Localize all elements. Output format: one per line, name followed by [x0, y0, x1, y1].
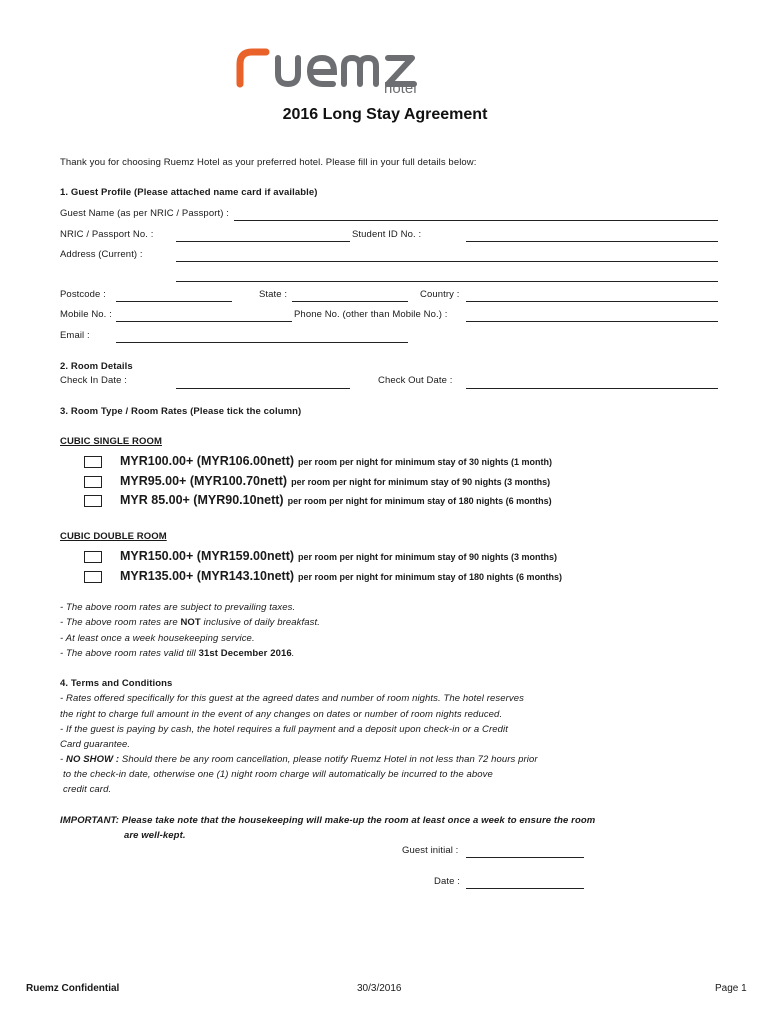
guest-profile-heading: 1. Guest Profile (Please attached name card if available) — [60, 187, 318, 198]
terms-line: credit card. — [63, 784, 112, 795]
rate-desc: per room per night for minimum stay of 90 nights (3 months) — [291, 477, 551, 487]
mobile-label: Mobile No. : — [60, 309, 112, 320]
logo-sub-text: hotel — [384, 80, 417, 97]
guest-name-label: Guest Name (as per NRIC / Passport) : — [60, 208, 229, 219]
postcode-label: Postcode : — [60, 289, 106, 300]
terms-line: the right to charge full amount in the event of any changes on dates or number of room nights reduced. — [60, 709, 503, 720]
note-text: inclusive of daily breakfast. — [200, 617, 320, 628]
guest-name-field[interactable] — [234, 220, 718, 221]
room-details-heading: 2. Room Details — [60, 361, 133, 372]
important-note-line-1: IMPORTANT: Please take note that the housekeeping will make-up the room at least once a week to ensure the room — [60, 815, 596, 826]
student-id-label: Student ID No. : — [352, 229, 422, 240]
address-label: Address (Current) : — [60, 249, 143, 260]
nric-label: NRIC / Passport No. : — [60, 229, 154, 240]
address-field-line-2[interactable] — [176, 281, 718, 282]
terms-line: to the check-in date, otherwise one (1) night room charge will automatically be incurred to the above — [63, 769, 493, 780]
checkout-label: Check Out Date : — [378, 375, 453, 386]
double-rate-2 — [120, 567, 562, 585]
postcode-field[interactable] — [116, 301, 232, 302]
note-text: . — [291, 648, 295, 659]
single-room-heading: CUBIC SINGLE ROOM — [60, 436, 162, 447]
rate-price: MYR 85.00+ (MYR90.10nett) — [120, 493, 284, 507]
note-emphasis: 31st December 2016 — [198, 648, 292, 659]
email-label: Email : — [60, 330, 90, 341]
rate-desc: per room per night for minimum stay of 90 nights (3 months) — [298, 552, 558, 562]
checkin-label: Check In Date : — [60, 375, 127, 386]
double-room-heading: CUBIC DOUBLE ROOM — [60, 531, 167, 542]
phone-field[interactable] — [466, 321, 718, 322]
footer-date: 30/3/2016 — [357, 983, 402, 994]
terms-line: - Rates offered specifically for this guest at the agreed dates and number of room nights. The hotel reserves — [60, 693, 524, 704]
intro-text: Thank you for choosing Ruemz Hotel as your preferred hotel. Please fill in your full details below: — [60, 157, 477, 168]
phone-label: Phone No. (other than Mobile No.) : — [294, 309, 448, 320]
hotel-logo — [236, 44, 436, 100]
country-field[interactable] — [466, 301, 718, 302]
note-validity — [60, 648, 295, 659]
guest-initial-label: Guest initial : — [402, 845, 459, 856]
single-rate-3-checkbox[interactable] — [84, 495, 102, 507]
room-type-heading: 3. Room Type / Room Rates (Please tick the column) — [60, 406, 302, 417]
nric-field[interactable] — [176, 241, 350, 242]
note-housekeeping: - At least once a week housekeeping service. — [60, 633, 255, 644]
double-rate-1-checkbox[interactable] — [84, 551, 102, 563]
terms-line-no-show — [60, 754, 538, 765]
rate-price: MYR150.00+ (MYR159.00nett) — [120, 549, 295, 563]
double-rate-2-checkbox[interactable] — [84, 571, 102, 583]
footer-confidential: Ruemz Confidential — [26, 983, 120, 994]
country-label: Country : — [420, 289, 460, 300]
rate-price: MYR135.00+ (MYR143.10nett) — [120, 569, 295, 583]
page-title: 2016 Long Stay Agreement — [282, 106, 488, 123]
state-field[interactable] — [292, 301, 408, 302]
terms-text: - — [60, 754, 67, 765]
single-rate-3 — [120, 491, 552, 509]
date-label: Date : — [434, 876, 460, 887]
rate-desc: per room per night for minimum stay of 30 nights (1 month) — [298, 457, 553, 467]
footer-page-number: Page 1 — [715, 983, 747, 994]
mobile-field[interactable] — [116, 321, 292, 322]
terms-emphasis: NO SHOW : — [66, 754, 120, 765]
note-text: - The above room rates are — [60, 617, 181, 628]
double-rate-1 — [120, 547, 557, 565]
terms-heading: 4. Terms and Conditions — [60, 678, 173, 689]
date-field[interactable] — [466, 888, 584, 889]
important-note-line-2: are well-kept. — [124, 830, 186, 841]
note-taxes: - The above room rates are subject to prevailing taxes. — [60, 602, 296, 613]
terms-line: Card guarantee. — [60, 739, 131, 750]
note-text: - The above room rates valid till — [60, 648, 199, 659]
rate-desc: per room per night for minimum stay of 180 nights (6 months) — [298, 572, 563, 582]
checkout-field[interactable] — [466, 388, 718, 389]
email-field[interactable] — [116, 342, 408, 343]
terms-line: - If the guest is paying by cash, the hotel requires a full payment and a deposit upon check-in or a Credit — [60, 724, 508, 735]
rate-desc: per room per night for minimum stay of 180 nights (6 months) — [287, 496, 552, 506]
student-id-field[interactable] — [466, 241, 718, 242]
guest-initial-field[interactable] — [466, 857, 584, 858]
terms-text: Should there be any room cancellation, please notify Ruemz Hotel in not less than 72 hours prior — [119, 754, 538, 765]
rate-price: MYR100.00+ (MYR106.00nett) — [120, 454, 295, 468]
note-breakfast — [60, 617, 320, 628]
single-rate-2 — [120, 472, 550, 490]
rate-price: MYR95.00+ (MYR100.70nett) — [120, 474, 288, 488]
checkin-field[interactable] — [176, 388, 350, 389]
state-label: State : — [259, 289, 288, 300]
note-emphasis: NOT — [180, 617, 201, 628]
single-rate-1-checkbox[interactable] — [84, 456, 102, 468]
single-rate-2-checkbox[interactable] — [84, 476, 102, 488]
address-field-line-1[interactable] — [176, 261, 718, 262]
single-rate-1 — [120, 452, 552, 470]
